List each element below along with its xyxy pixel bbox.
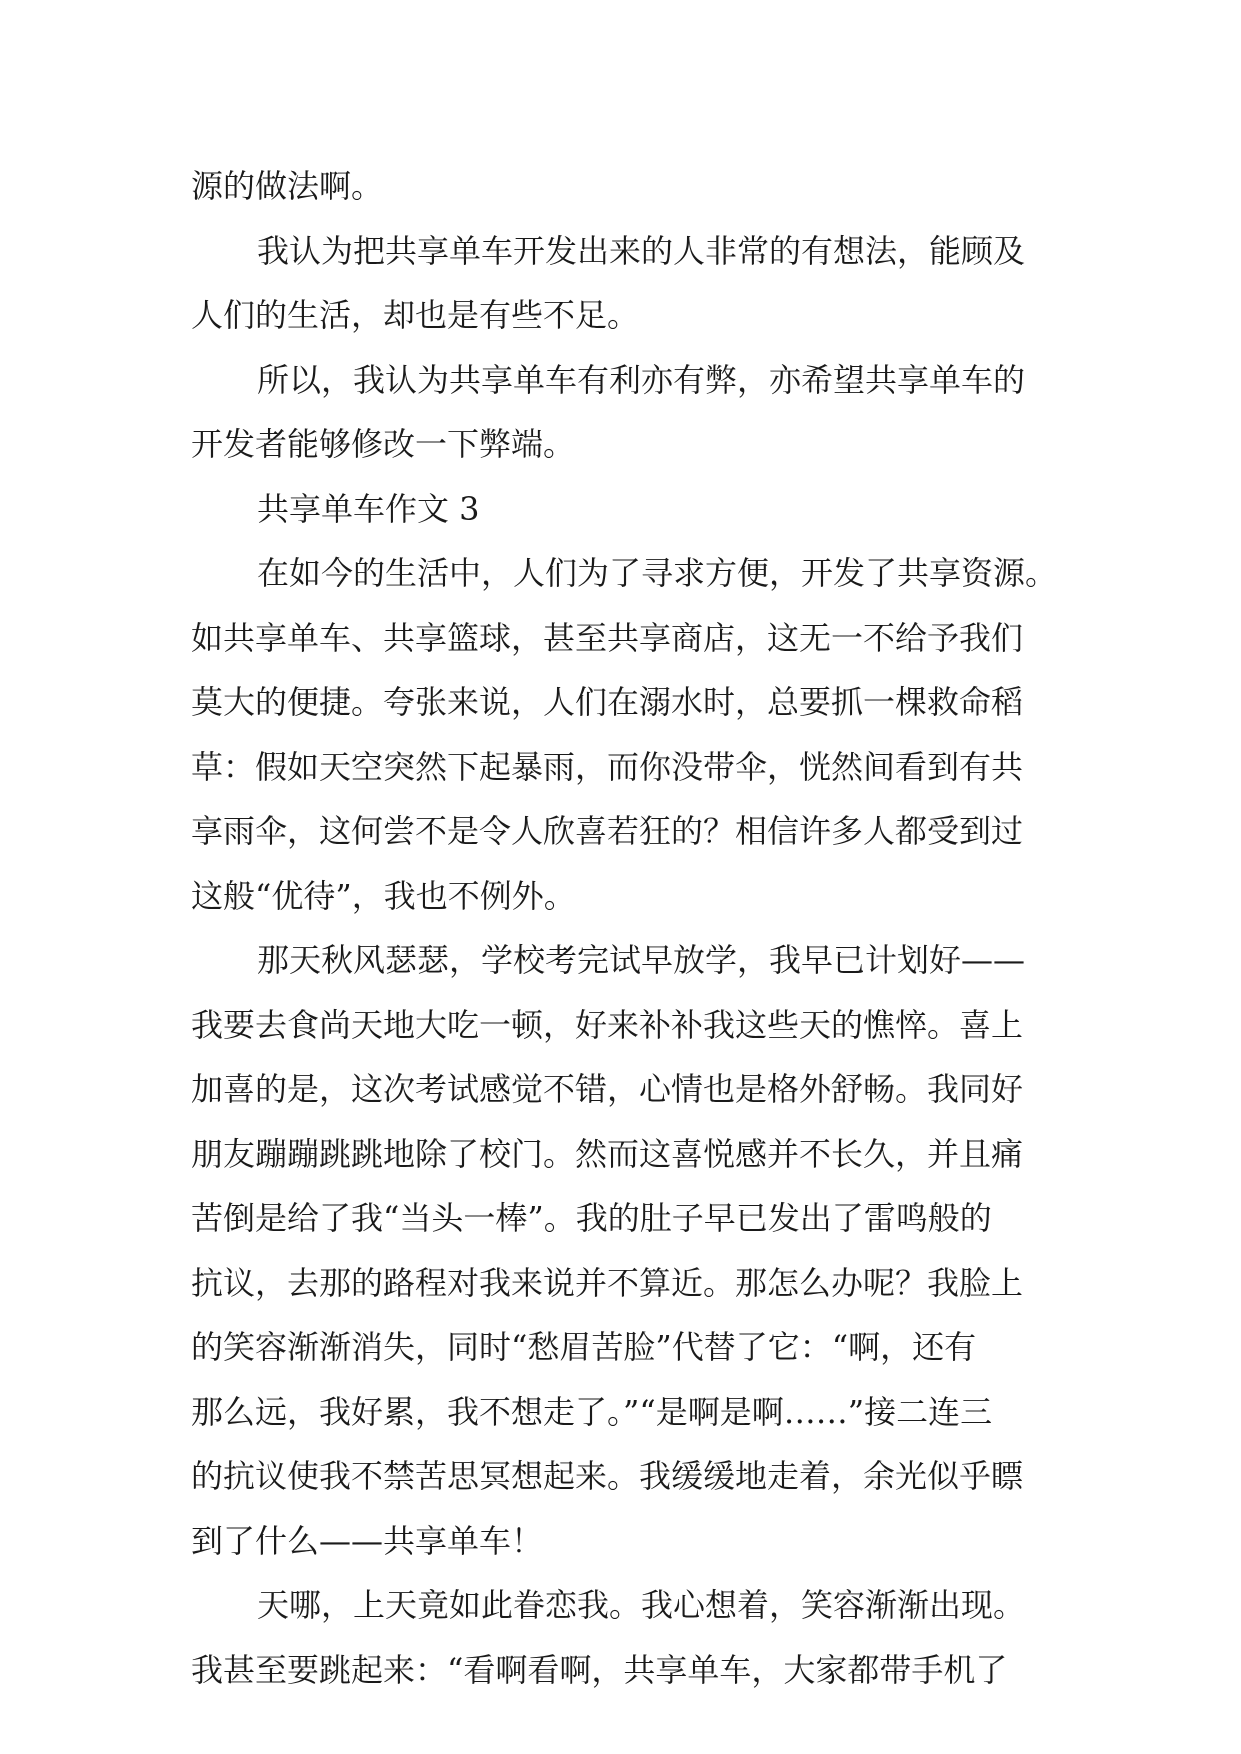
text-line: 我认为把共享单车开发出来的人非常的有想法，能顾及 [257,231,1026,270]
text-line: 加喜的是，这次考试感觉不错，心情也是格外舒畅。我同好 [191,1070,1024,1108]
text-line: 草：假如天空突然下起暴雨，而你没带伞，恍然间看到有共 [191,747,1024,786]
text-line: 这般“优待”，我也不例外。 [191,876,576,915]
text-line: 人们的生活，却也是有些不足。 [191,296,640,334]
text-line: 抗议，去那的路程对我来说并不算近。那怎么办呢？我脸上 [191,1263,1024,1302]
text-line: 苦倒是给了我“当头一棒”。我的肚子早已发出了雷鸣般的 [191,1199,992,1237]
text-line: 的抗议使我不禁苦思冥想起来。我缓缓地走着，余光似乎瞟 [191,1457,1024,1495]
text-line: 那天秋风瑟瑟，学校考完试早放学，我早已计划好—— [257,941,1026,979]
text-line: 开发者能够修改一下弊端。 [191,425,576,463]
text-line: 莫大的便捷。夸张来说，人们在溺水时，总要抓一棵救命稻 [191,683,1024,721]
section-heading: 共享单车作文 3 [257,489,480,528]
text-line: 我甚至要跳起来：“看啊看啊，共享单车，大家都带手机了 [191,1650,1008,1689]
text-line: 到了什么——共享单车！ [191,1521,544,1560]
text-line: 在如今的生活中，人们为了寻求方便，开发了共享资源。 [257,554,1058,592]
text-line: 所以，我认为共享单车有利亦有弊，亦希望共享单车的 [257,360,1026,399]
text-line: 朋友蹦蹦跳跳地除了校门。然而这喜悦感并不长久，并且痛 [191,1134,1024,1173]
text-line: 如共享单车、共享篮球，甚至共享商店，这无一不给予我们 [191,618,1024,657]
text-line: 我要去食尚天地大吃一顿，好来补补我这些天的憔悴。喜上 [191,1005,1024,1044]
body-text [191,154,1071,1702]
text-line: 享雨伞，这何尝不是令人欣喜若狂的？相信许多人都受到过 [191,812,1024,850]
text-line: 源的做法啊。 [191,167,384,205]
text-line: 那么远，我好累，我不想走了。”“是啊是啊……”接二连三 [191,1392,993,1431]
text-line: 天哪，上天竟如此眷恋我。我心想着，笑容渐渐出现。 [257,1586,1026,1624]
text-line: 的笑容渐渐消失，同时“愁眉苦脸”代替了它：“啊，还有 [191,1328,977,1366]
